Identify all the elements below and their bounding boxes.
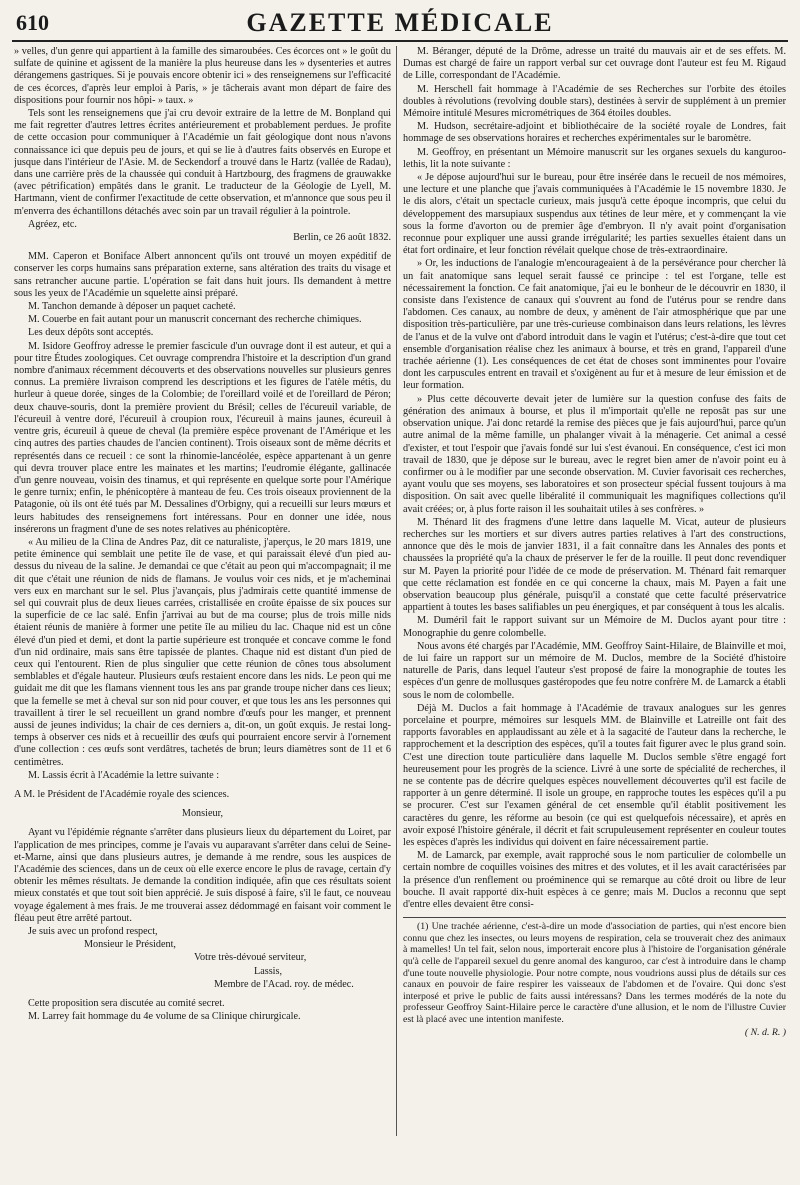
paragraph: M. Tanchon demande à déposer un paquet cacheté. — [28, 301, 236, 313]
paragraph: « Au milieu de la Clina de Andres Paz, dit ce naturaliste, j'aperçus, le 20 mars 1819, une petite éminence qui semblait une petite île de vase, et qui paraissait élevé d'un pied au-dessus du niveau de la saline. Je demandai ce que c'était au peon qui m'accompagnait; il me dit que c'était une réunion de nids de flamans. Je voulus voir ces nids, et je m'acheminai vers eux en marchant sur le sel. Plus j'avançais, plus j'admirais cette quantité immense de sel qui couvrait plus de deux lieues carrées, cristallisée en croûte épaisse de six pouces sur la superficie de ce lac salé. Enfin j'arrivai au but de ma course; plus de trois mille nids étaient réunis de manière à former une petite île au milieu du lac. Chaque nid est un cône élevé d'un pied et demi, et dont la partie supérieure est tronquée et concave comme le fond d'un nid ordinaire, mais sans être tapissée de plantes. Chaque nid est distant d'un pied de ceux qui l'entourent. Rien de plus singulier que cette réunion de cônes tous absolument semblables et d'égale hauteur. Plusieurs œufs restaient encore dans les nids. Le peon qui me guidait me dit que les flamans viennent tous les ans par grande troupe nicher dans ces lieux; que la femelle se met à cheval sur son nid pour couver, et que tous les ans les personnes qui travaillent à tirer le sel recueillent un grand nombre d'œufs pour les manger, et prennent aussi de jeunes individus; la chair de ces derniers a, dit-on, un goût exquis. Je restai long-temps à observer ces nids et à recueillir des œufs qui pourraient encore servir à l'ornement d'une collection : ces œufs sont verdâtres, tachetés de brun; leurs diamètres sont de 11 et 6 centimètres. — [14, 536, 391, 768]
paragraph: Déjà M. Duclos a fait hommage à l'Académie de travaux analogues sur les genres porcelaine et pourpre, mémoires sur lesquels MM. de Blainville et Latreille ont fait des rapports favorables en applaudissant au zèle et à la sagacité de l'auteur dans la recherche, le rapprochement et la description des espèces, qu'il a toutes fait figurer avec le plus grand soin. C'est une direction toute particulière dans laquelle M. Duclos semble s'être engagé fort heureusement pour les progrès de la science. Livré à une sorte de spécialité de recherches, il ne se contente pas de décrire quelques espèces nouvellement découvertes qu'il est facile de rapporter à un genre déterminé. Il isole un groupe, en rapproche toutes les espèces qu'il a pu se procurer. C'est sur l'examen général de cet ensemble qu'il établit positivement les caractères du genre, les réforme au besoin (ce qui est quelquefois nécessaire), et après en avoir exposé l'histoire générale, il décrit et fait scrupuleusement représenter en couleur toutes les espèces d'après les individus qui doivent en faire nécessairement partie. — [403, 702, 786, 848]
paragraph: « Je dépose aujourd'hui sur le bureau, pour être insérée dans le recueil de nos mémoires, une lecture et une planche que j'avais communiquées à l'Académie le 15 novembre 1830. Je le dis alors, c'était un spectacle curieux, mais jusqu'à cette époque incompris, que celui du développement des marsupiaux suspendus aux tétines de leur mère, et y commençant la vie sous la forme d'avorton ou de premier âge d'embryon. Il n'y avait point d'organisation reconnue pour expliquer une aussi grande irrégularité; les parties sexuelles étaient dans un état fort ordinaire, et leur fonction révélait quelque chose de très-extraordinaire. — [403, 172, 786, 257]
paragraph: Nous avons été chargés par l'Académie, MM. Geoffroy Saint-Hilaire, de Blainville et moi, de lui faire un rapport sur un mémoire de M. Duclos, membre de la Société d'histoire naturelle de Paris, dans lequel l'auteur s'est proposé de faire la monographie de toutes les espèces d'un genre de mollusques gastéropodes que feu notre confrère M. de Lamarck a établi sous le nom de colombelle. — [403, 640, 786, 701]
signature-name: Lassis, — [254, 965, 283, 977]
paragraph: » Plus cette découverte devait jeter de lumière sur la question confuse des faits de génération des animaux à bourse, et plus il m'importait qu'elle ne reposât pas sur une observation unique. J'ai donc retardé la remise des pièces que je fais aujourd'hui, parce qu'un autre animal de la même famille, un phalanger vivait à la ménagerie. Cet animal a cessé d'exister, et tout l'espoir que j'avais fondé sur lui s'est évanoui. En conséquence, c'est ici mon travail de 1830, que je dépose sur le bureau, avec le regret bien amer de n'avoir point eu à confirmer ou à le modifier par une seconde observation. M. Cuvier favorisait ces recherches, ayant voulu que ses moyens, ses laboratoires et son prosecteur spécial fussent toujours à ma disposition. On sait avec quelle libéralité il communiquait les magnifiques collections qu'il avait créées; or, à plus forte raison il les souhaitait utiles à ses confrères. » — [403, 393, 786, 515]
paragraph: M. Lassis écrit à l'Académie la lettre suivante : — [28, 769, 220, 781]
signature-title: Membre de l'Acad. roy. de médec. — [214, 978, 354, 990]
paragraph: M. Herschell fait hommage à l'Académie de ses Recherches sur l'orbite des étoiles doubles à révolutions (revolving double stars), destinées à servir de supplément à un premier Mémoire intitulé Mesures micrométriques de 364 étoiles doubles. — [403, 83, 786, 120]
paragraph: M. de Lamarck, par exemple, avait rapproché sous le nom particulier de colombelle un certain nombre de coquilles voisines des mitres et des volutes, et il les avait caractérisées par la présence d'un renflement ou proéminence qui se remarque au côté droit ou libre de leur bouche. Il avait rapporté dix-huit espèces à ce genre; mais M. Duclos a reconnu que sept d'entre elles devaient être consi- — [403, 850, 786, 911]
paragraph: M. Béranger, député de la Drôme, adresse un traité du mauvais air et de ses effets. M. Dumas est chargé de faire un rapport verbal sur cet ouvrage dont l'auteur est feu M. Rigaud de Lille, correspondant de l'Académie. — [403, 46, 786, 82]
paragraph: M. Duméril fait le rapport suivant sur un Mémoire de M. Duclos ayant pour titre : Monographie du genre colombelle. — [403, 615, 786, 639]
page-number: 610 — [16, 10, 49, 35]
footnote-signature: ( N. d. R. ) — [744, 1026, 786, 1038]
quote-paragraph: » velles, d'un genre qui appartient à la famille des simaroubées. Ces écorces ont » le goût du sulfate de quinine et agissent de la manière la plus heureuse dans les » dysenteries et autres dérangemens gastriques. Si je pouvais encore obtenir ici » des renseignemens sur l'efficacité de ces écorces, d'après leur emploi à Paris, » je tâcherais avant mon départ de faire des dispositions pour fournir nos hôpi- » taux. » — [14, 46, 391, 106]
paragraph: Ayant vu l'épidémie régnante s'arrêter dans plusieurs lieux du département du Loiret, par l'application de mes principes, comme je l'avais vu auparavant s'arrêter dans celui de Seine-et-Marne, ainsi que dans plusieurs autres, je demande à me rendre, sous les auspices de l'Académie des sciences, dans un de ceux où elle exerce encore le plus de ravage, certain d'y obtenir les mêmes résultats. Je demande la condition indiquée, afin que ces résultats soient mieux constatés et que tout soit bien apprécié. Je suis disposé à faire, s'il le faut, ce nouveau voyage également à mes frais. Je me trouverai assez dédommagé en faisant voir comment le fléau peut être arrêté partout. — [14, 827, 391, 924]
paragraph: Les deux dépôts sont acceptés. — [28, 327, 154, 339]
paragraph: Cette proposition sera discutée au comité secret. — [28, 998, 225, 1010]
footnote: (1) Une trachée aérienne, c'est-à-dire un mode d'association de parties, qui n'est encore bien connu que chez les insectes, ou leurs moyens de respiration, cela se trouverait chez des animaux à mamelles! Un tel fait, selon nous, importerait encore plus à l'histoire de l'organisation générale qu'à celle de l'appareil sexuel du genre anomal des kanguroo, car c'est à introduire dans le champ d'une toute nouvelle physiologie. Pour notre compte, nous voudrions aussi plus de détails sur ces canaux en pouvoir de faire respirer les vaisseaux de l'abdomen et de l'ovaire. Qui donc s'est interposé et prive le public de faits aussi intéressans? Dans les termes modérés de la note du professeur Geoffroy Saint-Hilaire perce le caractère d'une allusion, et le nom de l'illustre Cuvier est là placé avec une intention manifeste. — [403, 921, 786, 1025]
greeting: Agréez, etc. — [28, 218, 77, 230]
letter-address: A M. le Président de l'Académie royale des sciences. — [14, 788, 230, 800]
footnote-rule — [403, 917, 786, 918]
page-header — [12, 6, 788, 42]
quoted-letter-end — [14, 46, 391, 107]
column-divider — [396, 46, 397, 1136]
right-column — [403, 46, 786, 1168]
paragraph: Tels sont les renseignemens que j'ai cru devoir extraire de la lettre de M. Bonpland qui me fait regretter d'autres lettres écrites antérieurement et probablement perdues. Je profite de cette occasion pour communiquer à l'Académie un fait géologique dont nous n'avons connaissance ici que depuis peu de jours, et qui se lie à d'autres faits observés en Europe et jusque dans l'intérieur de l'Asie. M. de Seckendorf a trouvé dans le Hartz (vallée de Radau), dans une carrière près de la chaussée qui conduit à Hartzbourg, des fragmens de grauwakke (avec pétrification) empâtés dans le granit. Le traducteur de la Géologie de Lyell, M. Hartmann, vient de confirmer l'exactitude de cette observation, et m'annonce que sous peu il m'enverra des échantillons détachés avec soin par un travail régulier à la pointrole. — [14, 108, 391, 217]
journal-title: GAZETTE MÉDICALE — [246, 8, 554, 37]
letter-salutation: Monsieur, — [181, 808, 224, 820]
left-column — [14, 46, 391, 1168]
paragraph: M. Hudson, secrétaire-adjoint et bibliothécaire de la société royale de Londres, fait hommage de ses observations horaires et recherches expérimentales sur le baromètre. — [403, 121, 786, 145]
signature-line: Votre très-dévoué serviteur, — [194, 952, 307, 964]
paragraph: M. Isidore Geoffroy adresse le premier fascicule d'un ouvrage dont il est auteur, et qui a pour titre Études zoologiques. Cet ouvrage comprendra l'histoire et la description d'un grand nombre d'animaux récemment découverts et des observations nouvelles sur plusieurs genres connus. La première livraison comprend les descriptions et les figures de l'atèle métis, du hurleur à queue dorée, singes de la Colombie; de l'oreillard voilé et de l'oreillard de Péron; deux chauve-souris, dont la première provient du Brésil; celles de l'écureuil variable, de l'écureuil à ventre doré, l'écureuil à croupion roux, l'écureuil à mains jaunes, écureuil à ventre gris, écureuil à queue de cheval (la première espèce provenant de l'Amérique et les cinq autres des parties chaudes de l'ancien continent). Trois oiseaux sont de même décrits et représentés dans ce recueil : ce sont la rhinomie-lancéolée, espèce appartenant à un genre qui devra trouver place entre les mainates et les martins; l'eudromie élégante, gallinacée d'un genre nouveau, voisin des tinamus, et qui représente en quelque sorte pour l'Amérique le genre turnix; enfin, le phénicoptère à manteau de feu. Ces trois oiseaux proviennent de la Patagonie, où ils ont été tués par M. Dessalines d'Orbigny, qui a recueilli sur leurs mœurs et leurs habitudes des renseignemens fort intéressans. Pour en donner une idée, nous insérerons un fragment d'une de ses notes relatives au phénicoptère. — [14, 340, 391, 535]
paragraph: » Or, les inductions de l'analogie m'encourageaient à de la persévérance pour chercher là un fait anatomique sans lequel serait faussé ce principe : tel est l'organe, telle est nécessairement la fonction. Ce fait anatomique, j'ai eu le bonheur de le découvrir en 1830, il consiste dans l'existence de canaux qui s'ouvrent au fond de l'utérus pour se rendre dans l'abdomen. Ces canaux, au nombre de deux, y amènent de l'air atmosphérique que par une disposition très-particulière, par une très-curieuse combinaison dans leurs relations, les lèvres de l'anus et de la vulve ont d'abord introduit dans le vagin et l'utérus; c'est-à-dire que tout cet ensemble d'organisation réalise chez les animaux à bourse, et très en grand, l'appareil d'une trachée aérienne (1). Les conséquences de cet état de choses sont imminentes pour l'ovaire dont les carpuscules entrent en travail et s'oxigènent au fur et à mesure de leur émission et de leur formation. — [403, 258, 786, 392]
letter-closing: Je suis avec un profond respect, — [28, 926, 158, 938]
paragraph: M. Larrey fait hommage du 4e volume de sa Clinique chirurgicale. — [28, 1011, 301, 1023]
dateline: Berlin, ce 26 août 1832. — [293, 232, 391, 244]
paragraph: MM. Caperon et Boniface Albert annoncent qu'ils ont trouvé un moyen expéditif de conserver les corps humains sans préparation externe, sans altération des traits du visage et sans retrancher aucune partie. L'opération se fait dans huit jours. Ils demandent à mettre sous les yeux de l'Académie un squelette ainsi préparé. — [14, 251, 391, 299]
paragraph: M. Thénard lit des fragmens d'une lettre dans laquelle M. Vicat, auteur de plusieurs recherches sur les mortiers et sur divers autres parties relatives à l'art des constructions, annonce que dès le mois de janvier 1831, il a fait connaître dans les Annales des ponts et chaussées la propriété qu'a la chaux de préserver le fer de la rouille. Il peut donc revendiquer sur M. Payen la priorité pour l'idée de ce mode de préservation. M. Thénard fait remarquer que cette réclamation est fondée en ce qui concerne la chaux, mais M. Payen a fait une observation beaucoup plus générale, puisqu'il a constaté que cette faculté préservatrice appartient à toutes les bases salifiables un peu énergiques, et par conséquent à tous les alcalis. — [403, 516, 786, 614]
paragraph: M. Couerbe en fait autant pour un manuscrit concernant des recherche chimiques. — [28, 314, 362, 326]
paragraph: M. Geoffroy, en présentant un Mémoire manuscrit sur les organes sexuels du kanguroo-lethis, lit la note suivante : — [403, 146, 786, 170]
signature-line: Monsieur le Président, — [84, 939, 176, 951]
